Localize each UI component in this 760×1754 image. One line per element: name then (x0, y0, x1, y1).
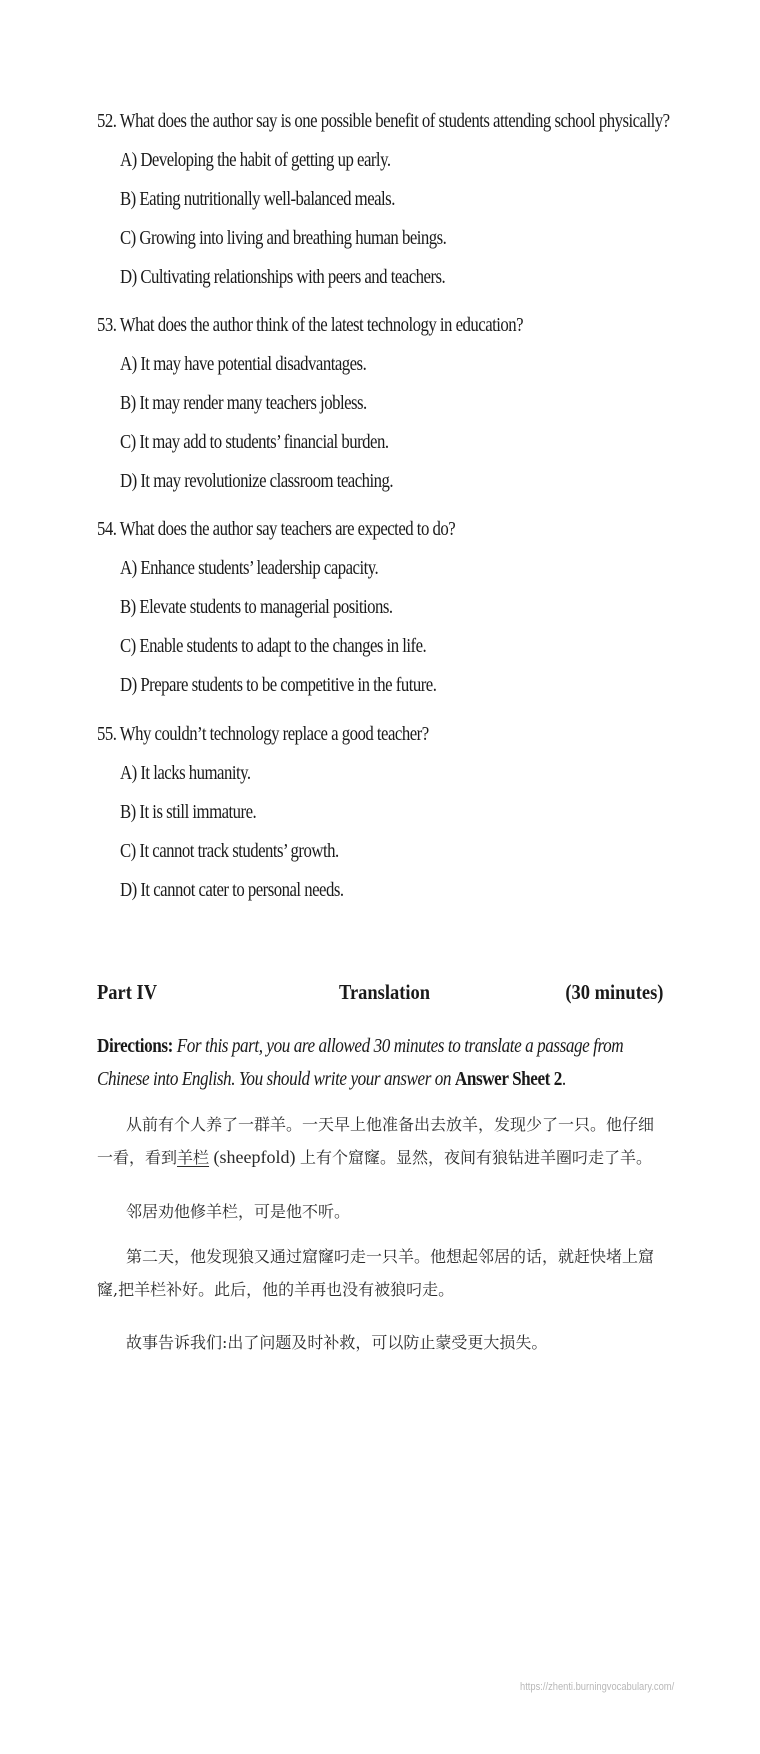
part-time: (30 minutes) (564, 980, 663, 1004)
option-a: A) Enhance students’ leadership capacity. (120, 558, 379, 579)
passage-text: 第二天，他发现狼又通过窟窿叼走一只羊。他想起邻居的话，就赶快堵上窟窿,把羊栏补好。此后，他的羊再也没有被狼叼走。 (97, 1247, 655, 1299)
option-d: D) It cannot cater to personal needs. (120, 880, 344, 901)
directions (97, 1030, 643, 1096)
option-a: A) Developing the habit of getting up early. (120, 150, 391, 171)
answer-sheet-label: Answer Sheet 2 (454, 1069, 562, 1090)
directions-body: For this part, you are allowed 30 minutes to translate a passage from Chinese into English. You should write your answer on (97, 1036, 624, 1090)
question-54 (97, 518, 697, 698)
option-a: A) It may have potential disadvantages. (120, 354, 367, 375)
watermark-url: https://zhenti.burningvocabulary.com/ (520, 1681, 675, 1693)
question-stem: 54. What does the author say teachers are expected to do? (97, 519, 456, 540)
question-stem: 55. Why couldn’t technology replace a good teacher? (97, 724, 429, 745)
passage-text: 邻居劝他修羊栏，可是他不听。 (126, 1202, 351, 1221)
option-b: B) Eating nutritionally well-balanced meals. (120, 189, 395, 210)
option-c: C) Enable students to adapt to the changes in life. (120, 636, 427, 657)
part-header (97, 980, 663, 1010)
option-d: D) It may revolutionize classroom teaching. (120, 471, 394, 492)
passage-text: 从前有个人养了一群羊。一天早上他准备出去放羊，发现少了一只。他仔细一看，看到 (97, 1115, 655, 1167)
underlined-term: 羊栏 (177, 1148, 210, 1167)
question-55 (97, 723, 697, 903)
option-c: C) Growing into living and breathing human beings. (120, 228, 447, 249)
option-b: B) It may render many teachers jobless. (120, 393, 367, 414)
passage-paragraph-1 (97, 1108, 663, 1174)
option-b: B) It is still immature. (120, 802, 257, 823)
passage-text: 故事告诉我们:出了问题及时补救，可以防止蒙受更大损失。 (126, 1333, 548, 1352)
option-d: D) Prepare students to be competitive in the future. (120, 675, 437, 696)
question-53 (97, 314, 697, 494)
option-b: B) Elevate students to managerial positions. (120, 597, 393, 618)
passage-paragraph-3 (97, 1240, 663, 1306)
option-d: D) Cultivating relationships with peers and teachers. (120, 267, 446, 288)
passage-paragraph-2 (97, 1195, 663, 1228)
passage-text: 上有个窟窿。显然，夜间有狼钻进羊圈叼走了羊。 (300, 1148, 653, 1167)
question-stem: 53. What does the author think of the latest technology in education? (97, 315, 524, 336)
gloss-text: (sheepfold) (209, 1147, 300, 1167)
directions-lead: Directions: (97, 1036, 173, 1057)
option-c: C) It cannot track students’ growth. (120, 841, 339, 862)
part-number: Part IV (97, 980, 158, 1004)
option-c: C) It may add to students’ financial burden. (120, 432, 389, 453)
question-stem: 52. What does the author say is one possible benefit of students attending school physically? (97, 111, 670, 132)
part-title: Translation (339, 980, 431, 1004)
directions-end: . (561, 1069, 566, 1090)
option-a: A) It lacks humanity. (120, 763, 251, 784)
question-52 (97, 110, 697, 290)
passage-paragraph-4 (97, 1326, 663, 1359)
